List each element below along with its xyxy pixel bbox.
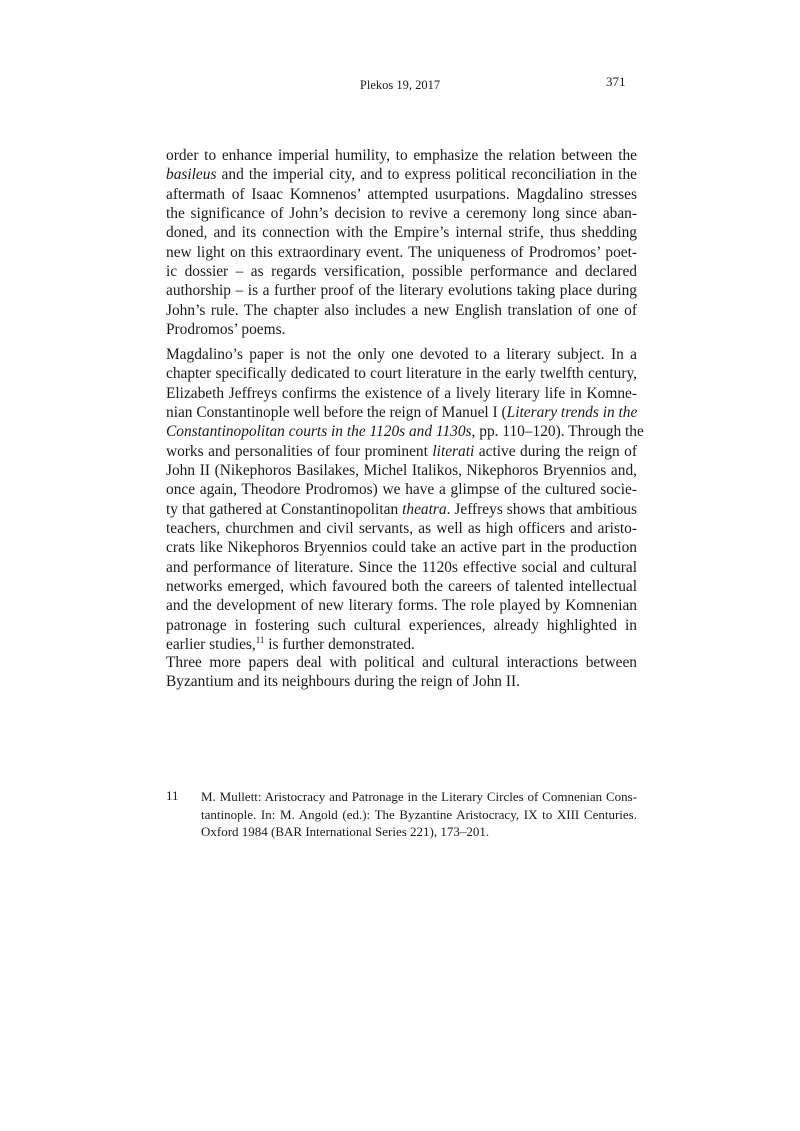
text-line	[166, 384, 637, 403]
text-line	[166, 165, 637, 184]
text-segment: authorship – is a further proof of the literary evolutions taking place during	[166, 282, 637, 300]
text-segment: ty that gathered at Constantinopolitan	[166, 500, 403, 518]
text-segment: teachers, churchmen and civil servants, as well as high officers and aristo-	[166, 520, 637, 538]
text-segment: once again, Theodore Prodromos) we have a glimpse of the cultured socie-	[166, 481, 637, 499]
text-line	[166, 442, 637, 461]
running-title: Plekos 19, 2017	[359, 78, 441, 92]
text-line	[166, 500, 637, 519]
text-segment: Elizabeth Jeffreys confirms the existence of a lively literary life in Komne-	[166, 384, 637, 402]
text-line	[166, 577, 637, 596]
text-line	[166, 262, 637, 281]
italic-text: Constantinopolitan courts in the 1120s and 1130s	[166, 423, 472, 441]
text-line	[166, 461, 637, 480]
text-segment: John II (Nikephoros Basilakes, Michel Italikos, Nikephoros Bryennios and,	[166, 462, 637, 480]
text-line	[166, 422, 644, 441]
text-segment: networks emerged, which favoured both the careers of talented intellectual	[166, 578, 637, 596]
text-segment: Three more papers deal with political and cultural interactions between	[166, 654, 637, 671]
text-segment: . Jeffreys shows that ambitious	[446, 500, 637, 518]
text-segment: works and personalities of four prominent	[166, 442, 433, 460]
text-segment: doned, and its connection with the Empire’s internal strife, thus shedding	[166, 224, 637, 242]
text-segment: , pp. 110–120). Through the	[471, 423, 644, 441]
text-segment: Byzantium and its neighbours during the reign of John II.	[166, 673, 520, 691]
text-segment: and the development of new literary forms. The role played by Komnenian	[166, 597, 637, 615]
text-line	[166, 345, 637, 364]
footnote-reference[interactable]: 11	[255, 635, 265, 646]
text-line	[166, 480, 637, 499]
text-line	[166, 146, 637, 165]
text-segment: earlier studies,	[166, 636, 256, 654]
italic-text: Literary trends in the	[506, 404, 638, 422]
text-segment: new light on this extraordinary event. The uniqueness of Prodromos’ poet-	[166, 243, 637, 261]
text-line	[166, 519, 637, 538]
text-segment: active during the reign of	[474, 442, 637, 460]
italic-text: basileus	[166, 166, 217, 184]
text-line	[166, 320, 637, 339]
text-segment: aftermath of Isaac Komnenos’ attempted usurpations. Magdalino stresses	[166, 185, 637, 203]
footnote-number: 11	[166, 788, 179, 803]
text-segment: ic dossier – as regards versification, possible performance and declared	[166, 263, 637, 281]
text-segment: John’s rule. The chapter also includes a new English translation of one of	[166, 301, 637, 319]
text-line	[166, 616, 637, 635]
text-line	[166, 204, 637, 223]
text-line	[166, 364, 637, 383]
paragraph	[166, 653, 637, 692]
footnote-text	[201, 788, 637, 841]
text-line	[166, 672, 637, 691]
text-segment: nian Constantinople well before the reign of Manuel I (	[166, 404, 507, 422]
paragraph	[166, 345, 644, 655]
page-number: 371	[606, 74, 626, 89]
text-line	[166, 223, 637, 242]
text-line	[166, 281, 637, 300]
text-line	[166, 653, 637, 672]
text-segment: the significance of John’s decision to revive a ceremony long since aban-	[166, 205, 637, 223]
footnote-line: Oxford 1984 (BAR International Series 221), 173–201.	[201, 824, 490, 839]
text-line	[166, 243, 637, 262]
text-line	[166, 596, 637, 615]
text-line	[166, 185, 637, 204]
italic-text: literati	[432, 442, 475, 460]
text-line	[166, 538, 637, 557]
text-segment: Magdalino’s paper is not the only one devoted to a literary subject. In a	[166, 346, 637, 363]
text-line	[166, 635, 637, 654]
italic-text: theatra	[402, 500, 447, 518]
text-line	[166, 403, 637, 422]
text-segment: Prodromos’ poems.	[166, 321, 286, 339]
text-segment: chapter specifically dedicated to court literature in the early twelfth century,	[166, 365, 637, 383]
footnote-line: tantinople. In: M. Angold (ed.): The Byzantine Aristocracy, IX to XIII Centuries.	[201, 806, 637, 822]
text-segment: and the imperial city, and to express political reconciliation in the	[216, 166, 637, 184]
text-line	[166, 301, 637, 320]
paragraph	[166, 146, 637, 339]
text-segment: is further demonstrated.	[264, 636, 415, 654]
text-segment: order to enhance imperial humility, to emphasize the relation between the	[166, 147, 637, 164]
text-segment: crats like Nikephoros Bryennios could take an active part in the production	[166, 539, 637, 557]
text-segment: and performance of literature. Since the 1120s effective social and cultural	[166, 558, 637, 576]
footnote-line: M. Mullett: Aristocracy and Patronage in the Literary Circles of Comnenian Cons-	[201, 789, 637, 804]
text-line	[166, 558, 637, 577]
text-segment: patronage in fostering such cultural experiences, already highlighted in	[166, 616, 637, 634]
